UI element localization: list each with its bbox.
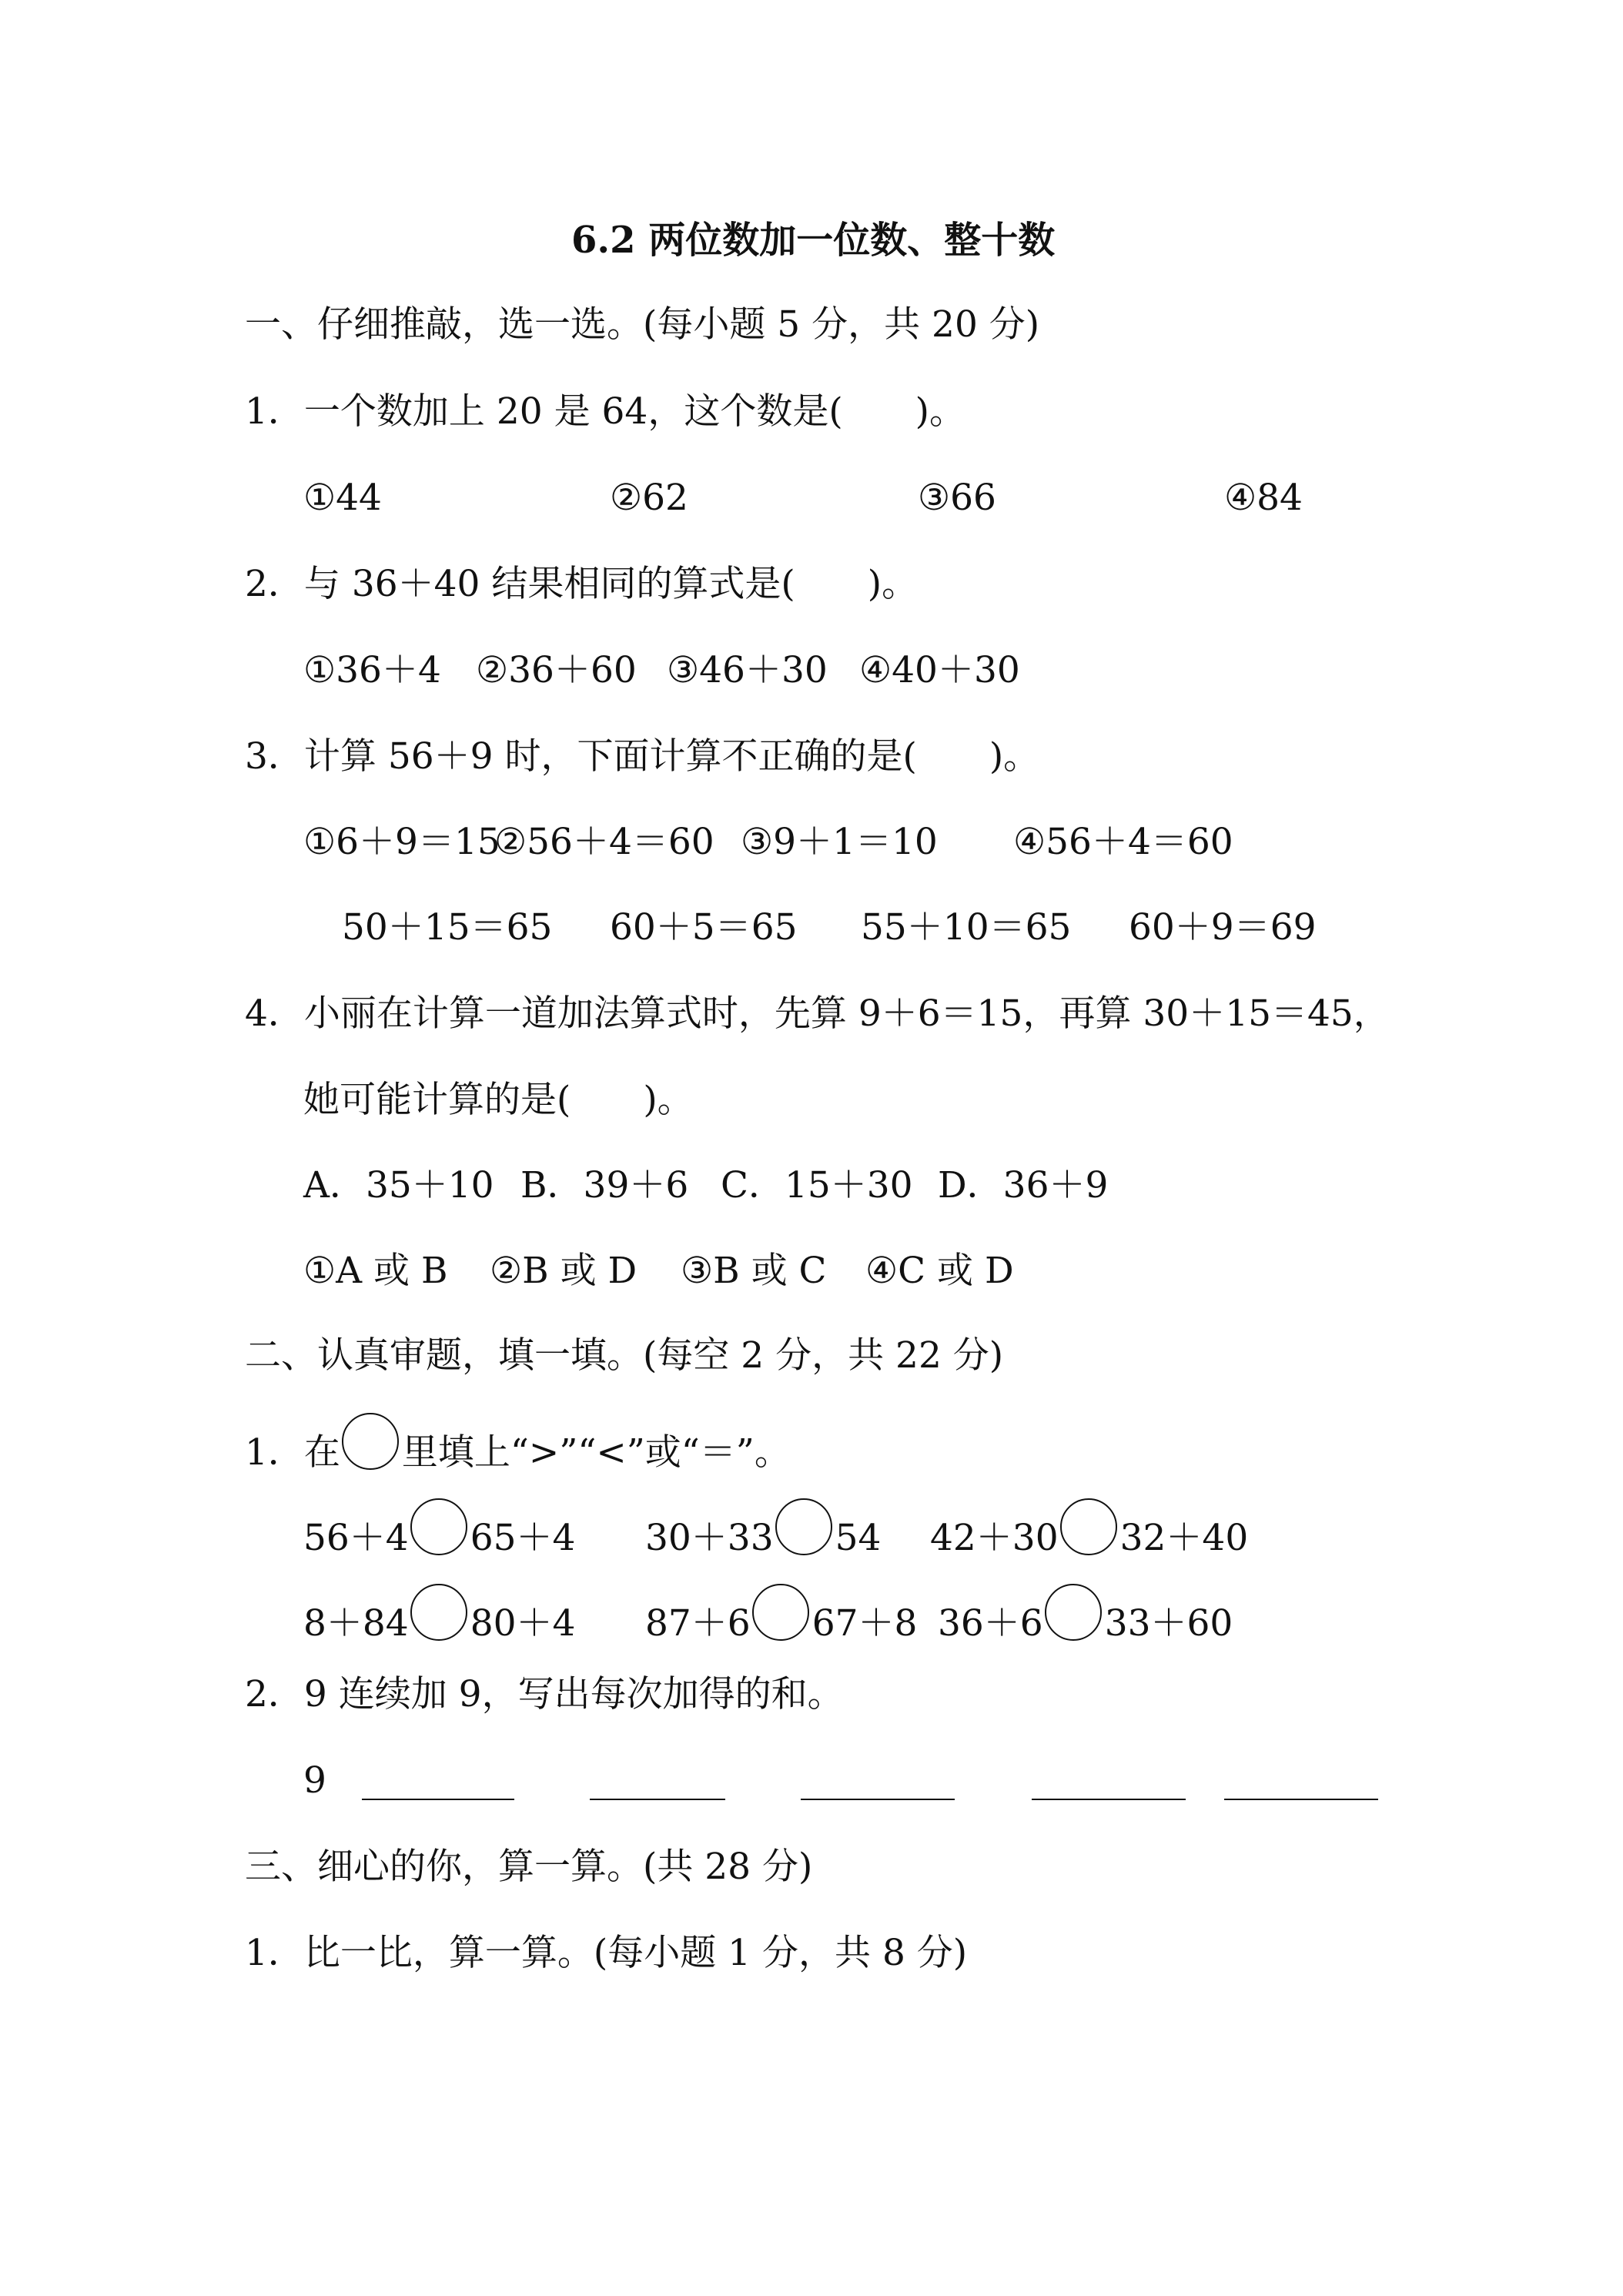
compare-item-1 <box>303 1515 575 1561</box>
s1-q1-option-2: ②62 <box>610 477 688 519</box>
compare-right: 67＋8 <box>812 1602 918 1645</box>
s1-q3-step-4: 60＋9＝69 <box>1129 906 1317 949</box>
s1-q4-stem-line-1: 4．小丽在计算一道加法算式时，先算 9＋6＝15，再算 30＋15＝45， <box>245 992 1390 1035</box>
s2-q1-stem-pre: 1．在 <box>245 1431 340 1474</box>
s1-q4-candidate-c: C．15＋30 <box>721 1164 913 1207</box>
compare-left: 87＋6 <box>645 1602 751 1645</box>
compare-left: 30＋33 <box>645 1517 774 1559</box>
answer-circle[interactable] <box>1043 1601 1105 1647</box>
s1-q1-stem: 1．一个数加上 20 是 64，这个数是( )。 <box>245 390 966 433</box>
s1-q3-stem: 3．计算 56＋9 时，下面计算不正确的是( )。 <box>245 735 1040 778</box>
compare-right: 32＋40 <box>1119 1517 1249 1559</box>
s1-q1-option-4: ④84 <box>1224 477 1303 519</box>
answer-blank-5[interactable] <box>1224 1799 1378 1800</box>
s1-q1-option-1: ①44 <box>303 477 382 519</box>
answer-circle[interactable] <box>774 1515 835 1561</box>
answer-blank-2[interactable] <box>590 1799 725 1800</box>
s1-q2-option-4: ④40＋30 <box>859 649 1020 691</box>
compare-left: 42＋30 <box>930 1517 1059 1559</box>
compare-item-3 <box>930 1515 1248 1561</box>
compare-item-5 <box>645 1601 917 1647</box>
s1-q4-candidate-d: D．36＋9 <box>938 1164 1109 1207</box>
page-title: 6.2 两位数加一位数、整十数 <box>571 219 1056 262</box>
section-3-heading: 三、细心的你，算一算。(共 28 分) <box>245 1846 813 1888</box>
answer-blank-1[interactable] <box>362 1799 514 1800</box>
s1-q3-step-1: 50＋15＝65 <box>342 906 553 949</box>
s1-q3-step-3: 55＋10＝65 <box>861 906 1072 949</box>
s2-q2-start-value: 9 <box>303 1759 326 1802</box>
s1-q4-stem-line-2: 她可能计算的是( )。 <box>303 1079 694 1121</box>
compare-right: 80＋4 <box>470 1602 576 1645</box>
s1-q4-option-4: ④C 或 D <box>865 1250 1014 1292</box>
s1-q3-option-4: ④56＋4＝60 <box>1013 821 1233 863</box>
s1-q2-option-3: ③46＋30 <box>667 649 828 691</box>
s1-q3-option-3: ③9＋1＝10 <box>741 821 938 863</box>
compare-left: 36＋6 <box>938 1602 1043 1645</box>
s1-q4-candidate-a: A．35＋10 <box>303 1164 494 1207</box>
compare-item-6 <box>938 1601 1233 1647</box>
s2-q1-stem-post: 里填上“>”“<”或“＝”。 <box>401 1431 791 1474</box>
s1-q1-option-3: ③66 <box>918 477 996 519</box>
compare-right: 54 <box>835 1517 882 1559</box>
answer-circle[interactable] <box>409 1601 470 1647</box>
s1-q2-stem: 2．与 36＋40 结果相同的算式是( )。 <box>245 563 919 605</box>
s3-q1-stem: 1．比一比，算一算。(每小题 1 分，共 8 分) <box>245 1932 968 1974</box>
compare-right: 65＋4 <box>470 1517 576 1559</box>
compare-left: 56＋4 <box>303 1517 409 1559</box>
section-1-heading: 一、仔细推敲，选一选。(每小题 5 分，共 20 分) <box>245 303 1040 346</box>
compare-right: 33＋60 <box>1104 1602 1233 1645</box>
answer-circle[interactable] <box>1059 1515 1120 1561</box>
s1-q2-option-1: ①36＋4 <box>303 649 441 691</box>
s1-q4-option-1: ①A 或 B <box>303 1250 448 1292</box>
s1-q3-step-2: 60＋5＝65 <box>610 906 798 949</box>
s1-q4-option-2: ②B 或 D <box>490 1250 637 1292</box>
compare-left: 8＋84 <box>303 1602 409 1645</box>
answer-circle[interactable] <box>751 1601 812 1647</box>
s2-q1-stem <box>245 1430 791 1476</box>
s1-q3-option-2: ②56＋4＝60 <box>494 821 714 863</box>
compare-item-4 <box>303 1601 575 1647</box>
answer-circle[interactable] <box>409 1515 470 1561</box>
s1-q4-option-3: ③B 或 C <box>681 1250 827 1292</box>
answer-blank-3[interactable] <box>801 1799 955 1800</box>
comparison-circle-icon <box>340 1430 402 1476</box>
s1-q3-option-1: ①6＋9＝15 <box>303 821 500 863</box>
compare-item-2 <box>645 1515 881 1561</box>
s2-q2-stem: 2．9 连续加 9，写出每次加得的和。 <box>245 1673 844 1715</box>
s1-q4-candidate-b: B．39＋6 <box>520 1164 689 1207</box>
s1-q2-option-2: ②36＋60 <box>476 649 637 691</box>
section-2-heading: 二、认真审题，填一填。(每空 2 分，共 22 分) <box>245 1334 1004 1377</box>
answer-blank-4[interactable] <box>1032 1799 1186 1800</box>
